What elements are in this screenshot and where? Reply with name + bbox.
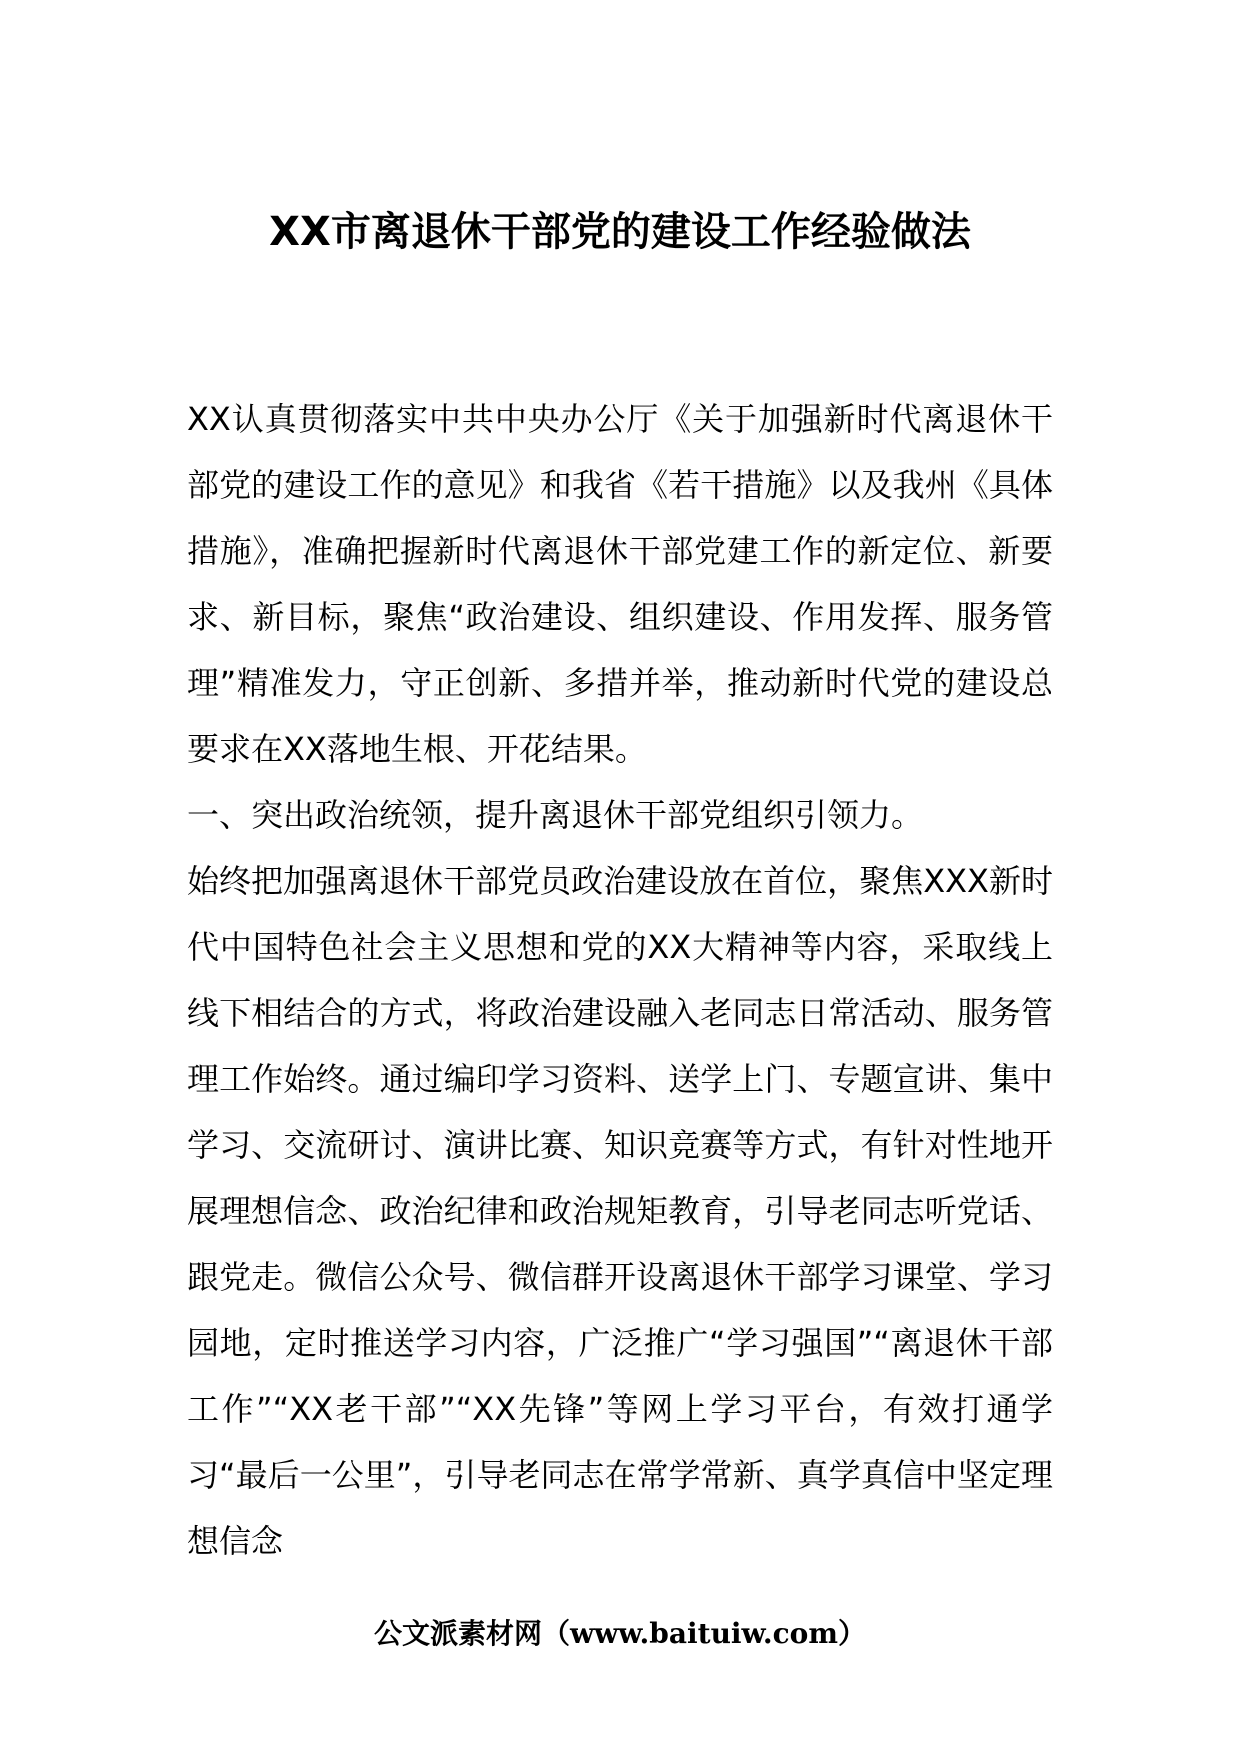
body-paragraph: 始终把加强离退休干部党员政治建设放在首位，聚焦XXX新时代中国特色社会主义思想和党的XX大精神等内容，采取线上线下相结合的方式，将政治建设融入老同志日常活动、服务管理工作始终。通过编印学习资料、送学上门、专题宣讲、集中学习、交流研讨、演讲比赛、知识竞赛等方式，有针对性地开展理想信念、政治纪律和政治规矩教育，引导老同志听党话、跟党走。微信公众号、微信群开设离退休干部学习课堂、学习园地，定时推送学习内容，广泛推广“学习强国”“离退休干部工作”“XX老干部”“XX先锋”等网上学习平台，有效打通学习“最后一公里”，引导老同志在常学常新、真学真信中坚定理想信念 — [187, 862, 1053, 1560]
document-body — [187, 386, 1053, 1574]
footer-watermark: 公文派素材网（www.baituiw.com） — [374, 1617, 866, 1650]
document-title: XX市离退休干部党的建设工作经验做法 — [269, 209, 971, 255]
section-heading: 一、突出政治统领，提升离退休干部党组织引领力。 — [187, 796, 924, 834]
intro-paragraph: XX认真贯彻落实中共中央办公厅《关于加强新时代离退休干部党的建设工作的意见》和我省《若干措施》以及我州《具体措施》，准确把握新时代离退休干部党建工作的新定位、新要求、新目标，聚焦“政治建设、组织建设、作用发挥、服务管理”精准发力，守正创新、多措并举，推动新时代党的建设总要求在XX落地生根、开花结果。 — [187, 400, 1053, 768]
